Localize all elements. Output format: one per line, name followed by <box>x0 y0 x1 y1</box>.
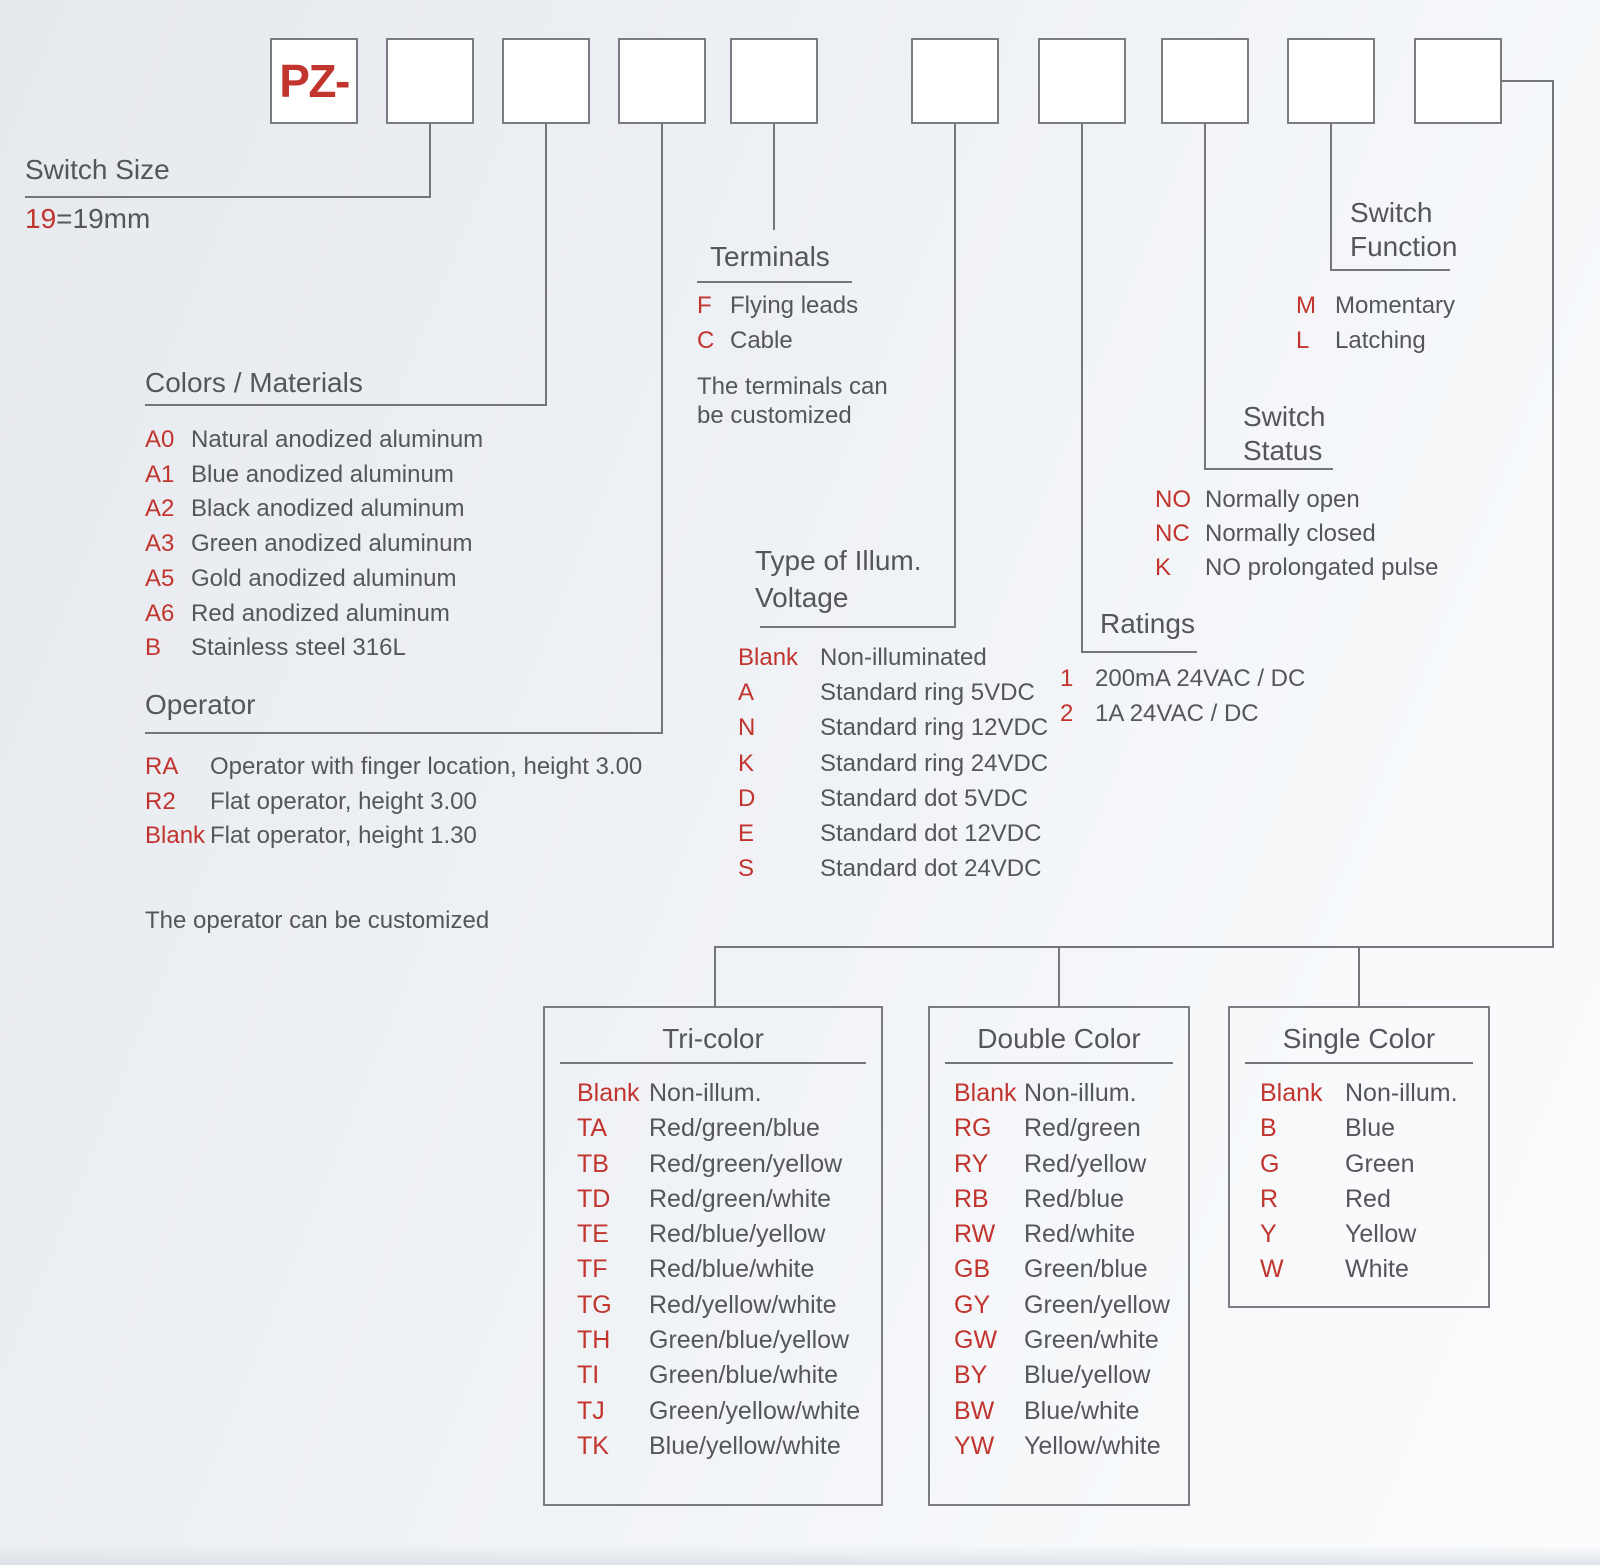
item-code: BW <box>954 1396 995 1425</box>
item-code: D <box>738 784 756 812</box>
list-item <box>145 819 642 854</box>
colors-materials-list <box>145 423 483 666</box>
connector-drop-double-color <box>1058 946 1060 1006</box>
part-code-box-illum-voltage <box>911 38 999 124</box>
list-item <box>930 1182 1188 1217</box>
terminals-note <box>697 372 888 430</box>
item-description: NO prolongated pulse <box>1205 554 1439 581</box>
illum-voltage-title-line2: Voltage <box>755 582 849 613</box>
item-description: Flat operator, height 1.30 <box>210 822 477 849</box>
part-code-box-terminals <box>730 38 818 124</box>
item-description: Natural anodized aluminum <box>191 426 484 453</box>
item-code: NC <box>1155 520 1190 547</box>
item-code: B <box>1260 1114 1277 1143</box>
list-item <box>145 527 483 562</box>
list-item <box>1155 551 1438 585</box>
item-description: Non-illum. <box>649 1079 762 1107</box>
list-item <box>930 1111 1188 1146</box>
switch-status-title <box>1243 400 1325 468</box>
part-code-box-operator <box>618 38 706 124</box>
list-item <box>145 458 483 493</box>
list-item <box>1296 288 1455 323</box>
item-description: Non-illum. <box>1024 1079 1137 1107</box>
item-description: 1A 24VAC / DC <box>1095 700 1259 727</box>
item-description: Yellow/white <box>1024 1431 1161 1460</box>
switch-function-list <box>1296 288 1455 358</box>
double-color-list <box>930 1076 1188 1464</box>
item-code: A1 <box>145 460 175 488</box>
item-code: NO <box>1155 486 1191 513</box>
item-code: Y <box>1260 1220 1277 1249</box>
item-description: Non-illuminated <box>820 644 987 671</box>
part-code-box-led-color <box>1414 38 1502 124</box>
list-item <box>145 492 483 527</box>
list-item <box>145 785 642 820</box>
item-description: Standard ring 12VDC <box>820 714 1049 742</box>
switch-size-value <box>25 202 150 236</box>
list-item <box>738 781 1048 816</box>
item-code: Blank <box>1260 1079 1323 1107</box>
item-code: R2 <box>145 787 176 815</box>
item-description: Cable <box>730 327 793 354</box>
item-description: Normally closed <box>1205 520 1376 547</box>
list-item <box>545 1288 881 1323</box>
item-code: GW <box>954 1326 998 1355</box>
item-code: TF <box>577 1255 608 1284</box>
item-code: G <box>1260 1149 1280 1178</box>
item-description: Green/white <box>1024 1326 1159 1355</box>
switch-function-title-line1: Switch <box>1350 197 1433 228</box>
colors-materials-title: Colors / Materials <box>145 367 363 398</box>
item-code: RW <box>954 1220 996 1249</box>
terminals-note-line2: be customized <box>697 402 852 429</box>
item-code: N <box>738 714 756 742</box>
item-code: GY <box>954 1290 991 1319</box>
connector-led-color-horizontal <box>715 946 1554 948</box>
item-code: B <box>145 634 162 662</box>
list-item <box>145 597 483 632</box>
item-code: W <box>1260 1255 1284 1284</box>
terminals-list <box>697 288 858 358</box>
illum-voltage-title-line1: Type of Illum. <box>755 545 922 576</box>
item-description: Black anodized aluminum <box>191 495 465 523</box>
list-item <box>738 640 1048 675</box>
item-code: R <box>1260 1184 1279 1213</box>
switch-function-title <box>1350 196 1457 264</box>
item-description: Flying leads <box>730 292 859 319</box>
switch-status-list <box>1155 483 1438 585</box>
list-item <box>145 562 483 597</box>
item-description: Green/blue/yellow <box>649 1326 850 1355</box>
underline-switch-size <box>25 196 431 198</box>
item-description: Red anodized aluminum <box>191 599 450 627</box>
illum-voltage-title <box>755 542 922 616</box>
item-description: Flat operator, height 3.00 <box>210 787 477 815</box>
connector-led-color-stub <box>1500 80 1554 82</box>
ratings-title: Ratings <box>1100 608 1195 639</box>
double-color-box <box>928 1006 1190 1506</box>
item-code: TH <box>577 1326 611 1355</box>
list-item <box>145 750 642 785</box>
item-code: 1 <box>1060 665 1074 692</box>
list-item <box>930 1429 1188 1464</box>
item-code: TA <box>577 1114 608 1143</box>
item-description: Gold anodized aluminum <box>191 564 457 592</box>
underline-ratings <box>1081 651 1197 653</box>
part-code-box-size <box>386 38 474 124</box>
item-description: Red/yellow <box>1024 1149 1147 1178</box>
switch-status-title-line2: Status <box>1243 435 1323 466</box>
item-code: 2 <box>1060 700 1074 727</box>
list-item <box>545 1429 881 1464</box>
underline-terminals <box>697 281 852 283</box>
item-description: Red/yellow/white <box>649 1290 837 1319</box>
item-code: A6 <box>145 599 175 627</box>
list-item <box>545 1252 881 1287</box>
item-code: TG <box>577 1290 612 1319</box>
underline-illum-voltage <box>760 626 956 628</box>
list-item <box>930 1394 1188 1429</box>
item-code: F <box>697 292 712 319</box>
switch-status-title-line1: Switch <box>1243 401 1326 432</box>
item-code: RY <box>954 1149 989 1178</box>
illum-voltage-list <box>738 640 1048 886</box>
item-code: Blank <box>954 1079 1017 1107</box>
single-color-list <box>1230 1076 1488 1288</box>
part-prefix-box <box>270 38 358 124</box>
connector-terminals <box>773 124 775 230</box>
item-code: A2 <box>145 495 175 523</box>
item-description: Red/blue/yellow <box>649 1220 826 1249</box>
list-item <box>145 423 483 458</box>
item-code: TE <box>577 1220 609 1249</box>
part-code-box-switch-status <box>1161 38 1249 124</box>
list-item <box>545 1147 881 1182</box>
item-description: Red/white <box>1024 1220 1136 1249</box>
item-code: Blank <box>577 1079 640 1107</box>
item-description: Red/blue <box>1024 1184 1125 1213</box>
underline-switch-status <box>1204 468 1333 470</box>
item-code: M <box>1296 292 1316 319</box>
list-item <box>738 851 1048 886</box>
item-code: A0 <box>145 426 175 453</box>
switch-function-title-line2: Function <box>1350 231 1458 262</box>
item-description: Standard ring 24VDC <box>820 749 1049 777</box>
ratings-list <box>1060 661 1305 731</box>
item-code: RB <box>954 1184 989 1213</box>
list-item <box>1155 483 1438 517</box>
item-description: Normally open <box>1205 486 1360 513</box>
list-item <box>930 1288 1188 1323</box>
item-description: Red/green/yellow <box>649 1149 843 1178</box>
connector-switch-size <box>429 124 431 196</box>
connector-ratings <box>1081 124 1083 653</box>
part-code-box-ratings <box>1038 38 1126 124</box>
part-prefix-label: PZ- <box>279 55 349 107</box>
item-description: Green/yellow <box>1024 1290 1170 1319</box>
list-item <box>738 675 1048 710</box>
connector-led-color-vertical <box>1552 80 1554 948</box>
item-description: Green/yellow/white <box>649 1396 861 1425</box>
list-item <box>930 1076 1188 1111</box>
item-description: 200mA 24VAC / DC <box>1095 665 1306 692</box>
list-item <box>545 1217 881 1252</box>
connector-drop-tri-color <box>714 946 716 1006</box>
connector-switch-status <box>1204 124 1206 470</box>
tri-color-box <box>543 1006 883 1506</box>
item-code: TB <box>577 1149 609 1178</box>
double-color-title: Double Color <box>977 1023 1141 1054</box>
single-color-box <box>1228 1006 1490 1308</box>
single-color-title: Single Color <box>1282 1023 1436 1054</box>
terminals-note-line1: The terminals can <box>697 373 888 400</box>
item-description: White <box>1345 1255 1409 1284</box>
item-description: Red/green/white <box>649 1184 832 1213</box>
list-item <box>1230 1147 1488 1182</box>
item-description: Green/blue/white <box>649 1361 839 1390</box>
list-item <box>738 816 1048 851</box>
list-item <box>1230 1252 1488 1287</box>
list-item <box>1155 517 1438 551</box>
item-code: L <box>1296 327 1310 354</box>
item-description: Non-illum. <box>1345 1079 1458 1107</box>
item-description: Stainless steel 316L <box>191 634 406 662</box>
list-item <box>930 1358 1188 1393</box>
list-item <box>738 746 1048 781</box>
item-code: RA <box>145 753 179 780</box>
list-item <box>930 1217 1188 1252</box>
item-code: A5 <box>145 564 175 592</box>
list-item <box>1230 1111 1488 1146</box>
part-code-box-switch-function <box>1287 38 1375 124</box>
item-code: BY <box>954 1361 988 1390</box>
switch-size-title: Switch Size <box>25 154 170 185</box>
part-code-box-color-material <box>502 38 590 124</box>
list-item <box>545 1076 881 1111</box>
list-item <box>545 1394 881 1429</box>
item-description: Standard dot 5VDC <box>820 784 1029 812</box>
underline-switch-function <box>1330 269 1450 271</box>
item-code: RG <box>954 1114 992 1143</box>
list-item <box>738 710 1048 745</box>
double-color-underline <box>945 1062 1173 1064</box>
item-code: A <box>738 679 755 707</box>
list-item <box>697 323 858 358</box>
item-code: S <box>738 855 755 883</box>
item-code: TI <box>577 1361 600 1390</box>
operator-note: The operator can be customized <box>145 907 490 934</box>
item-code: TJ <box>577 1396 605 1425</box>
item-description: Green/blue <box>1024 1255 1148 1284</box>
item-code: Blank <box>145 822 206 849</box>
underline-colors-materials <box>145 404 547 406</box>
list-item <box>545 1323 881 1358</box>
operator-list <box>145 750 642 854</box>
item-code: C <box>697 327 715 354</box>
item-code: YW <box>954 1431 995 1460</box>
underline-operator <box>145 732 663 734</box>
list-item <box>145 631 483 666</box>
switch-size-code: 19 <box>25 203 57 234</box>
list-item <box>1230 1182 1488 1217</box>
list-item <box>930 1147 1188 1182</box>
item-code: GB <box>954 1255 991 1284</box>
item-code: K <box>1155 554 1172 581</box>
tri-color-underline <box>560 1062 866 1064</box>
list-item <box>930 1252 1188 1287</box>
single-color-underline <box>1245 1062 1473 1064</box>
list-item <box>545 1358 881 1393</box>
connector-colors-materials <box>545 124 547 406</box>
list-item <box>1230 1217 1488 1252</box>
item-description: Blue/white <box>1024 1396 1140 1425</box>
terminals-title: Terminals <box>710 241 830 272</box>
connector-operator <box>661 124 663 734</box>
list-item <box>930 1323 1188 1358</box>
list-item <box>1296 323 1455 358</box>
item-description: Momentary <box>1335 292 1456 319</box>
item-description: Blue <box>1345 1114 1396 1143</box>
connector-illum-voltage <box>954 124 956 628</box>
tri-color-title: Tri-color <box>662 1023 764 1054</box>
list-item <box>545 1111 881 1146</box>
connector-drop-single-color <box>1358 946 1360 1006</box>
item-description: Blue/yellow <box>1024 1361 1151 1390</box>
connector-switch-function <box>1330 124 1332 271</box>
tri-color-list <box>545 1076 881 1464</box>
switch-size-suffix: =19mm <box>56 203 151 234</box>
item-description: Standard dot 12VDC <box>820 820 1042 848</box>
item-code: E <box>738 820 755 848</box>
list-item <box>1060 661 1305 696</box>
item-description: Red/green/blue <box>649 1114 820 1143</box>
item-description: Blue anodized aluminum <box>191 460 454 488</box>
item-description: Latching <box>1335 327 1426 354</box>
item-code: TD <box>577 1184 611 1213</box>
list-item <box>1060 696 1305 731</box>
item-description: Yellow <box>1345 1220 1417 1249</box>
operator-title: Operator <box>145 689 256 720</box>
item-description: Green anodized aluminum <box>191 530 473 558</box>
item-description: Red <box>1345 1184 1391 1213</box>
item-code: A3 <box>145 530 175 558</box>
item-description: Standard dot 24VDC <box>820 855 1042 883</box>
item-code: TK <box>577 1431 609 1460</box>
list-item <box>697 288 858 323</box>
list-item <box>545 1182 881 1217</box>
item-code: K <box>738 749 755 777</box>
item-description: Standard ring 5VDC <box>820 679 1035 707</box>
item-description: Red/blue/white <box>649 1255 815 1284</box>
item-code: Blank <box>738 644 799 671</box>
item-description: Blue/yellow/white <box>649 1431 841 1460</box>
item-description: Operator with finger location, height 3.00 <box>210 753 643 780</box>
item-description: Red/green <box>1024 1114 1141 1143</box>
list-item <box>1230 1076 1488 1111</box>
item-description: Green <box>1345 1149 1415 1178</box>
